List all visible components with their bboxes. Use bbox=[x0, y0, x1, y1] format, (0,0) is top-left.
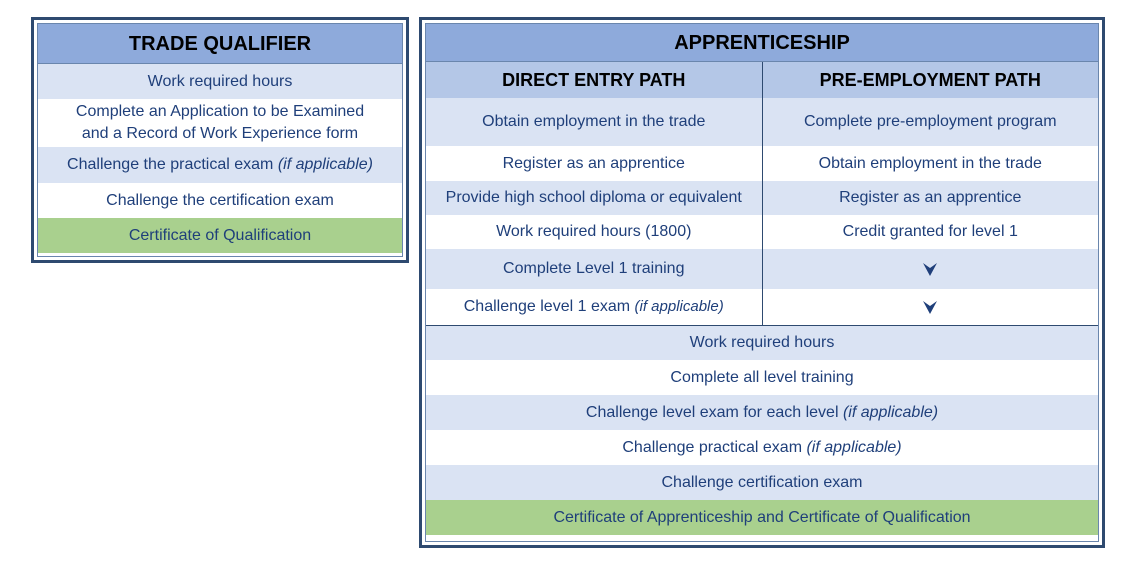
shared-row-2 bbox=[426, 360, 1098, 395]
shared-row-4-main: Challenge practical exam bbox=[622, 438, 807, 456]
trade-qualifier-table bbox=[37, 23, 403, 257]
pre-step-6-arrow bbox=[763, 289, 1099, 325]
pre-step-3: Register as an apprentice bbox=[839, 189, 1022, 206]
tq-step-3-main: Challenge the practical exam bbox=[67, 156, 278, 173]
shared-row-4-text bbox=[622, 437, 901, 459]
chevron-down-arrow-icon bbox=[921, 298, 939, 316]
trade-qualifier-title-text: TRADE QUALIFIER bbox=[128, 32, 312, 55]
pre-step-5-arrow bbox=[763, 249, 1099, 289]
tq-step-2-line-1: Complete an Application to be Examined bbox=[75, 103, 365, 120]
direct-step-1: Obtain employment in the trade bbox=[426, 98, 763, 146]
pre-step-1: Complete pre-employment program bbox=[803, 113, 1057, 130]
shared-row-2-text: Complete all level training bbox=[670, 368, 854, 386]
direct-entry-path-header: DIRECT ENTRY PATH bbox=[426, 62, 763, 98]
paired-row-6 bbox=[426, 289, 1098, 325]
paired-row-1 bbox=[426, 98, 1098, 146]
direct-step-6 bbox=[426, 289, 763, 325]
paired-row-2 bbox=[426, 146, 1098, 181]
shared-row-1 bbox=[426, 325, 1098, 360]
apprenticeship-title-text: APPRENTICESHIP bbox=[674, 31, 850, 54]
shared-row-3 bbox=[426, 395, 1098, 430]
pre-step-4: Credit granted for level 1 bbox=[842, 223, 1018, 240]
tq-step-4-text: Challenge the certification exam bbox=[106, 191, 334, 209]
direct-step-2: Register as an apprentice bbox=[426, 146, 763, 181]
direct-step-6-italic: (if applicable) bbox=[634, 298, 724, 315]
tq-step-1 bbox=[38, 64, 402, 99]
tq-outcome-text: Certificate of Qualification bbox=[128, 226, 312, 244]
apprenticeship-panel bbox=[419, 17, 1105, 548]
chevron-down-arrow-icon bbox=[921, 260, 939, 278]
shared-row-3-italic: (if applicable) bbox=[842, 403, 939, 421]
path-header-row bbox=[426, 62, 1098, 98]
shared-row-5 bbox=[426, 465, 1098, 500]
tq-step-2-line-2: and a Record of Work Experience form bbox=[81, 125, 359, 142]
direct-step-4: Work required hours (1800) bbox=[426, 215, 763, 249]
paired-row-3 bbox=[426, 181, 1098, 215]
direct-step-3: Provide high school diploma or equivalent bbox=[426, 181, 763, 215]
direct-step-6-main: Challenge level 1 exam bbox=[463, 298, 635, 315]
pre-employment-path-header: PRE-EMPLOYMENT PATH bbox=[819, 70, 1041, 90]
shared-row-4-italic: (if applicable) bbox=[806, 438, 902, 456]
direct-step-5: Complete Level 1 training bbox=[426, 249, 763, 289]
tq-outcome bbox=[38, 218, 402, 253]
tq-step-2 bbox=[38, 99, 402, 147]
paired-row-5 bbox=[426, 249, 1098, 289]
shared-row-4 bbox=[426, 430, 1098, 465]
apprenticeship-table bbox=[425, 23, 1099, 542]
tq-step-3-text bbox=[67, 154, 373, 176]
tq-step-3-italic: (if applicable) bbox=[277, 156, 373, 173]
trade-qualifier-panel bbox=[31, 17, 409, 263]
shared-row-1-text: Work required hours bbox=[689, 334, 835, 351]
shared-row-3-main: Challenge level exam for each level bbox=[585, 403, 843, 421]
pre-step-2: Obtain employment in the trade bbox=[818, 154, 1042, 172]
paired-row-4 bbox=[426, 215, 1098, 249]
apprenticeship-outcome bbox=[426, 500, 1098, 535]
shared-row-5-text: Challenge certification exam bbox=[661, 473, 863, 491]
tq-step-4 bbox=[38, 183, 402, 218]
apprenticeship-outcome-text: Certificate of Apprenticeship and Certificate of Qualification bbox=[553, 508, 971, 526]
apprenticeship-title bbox=[426, 24, 1098, 62]
tq-step-3 bbox=[38, 147, 402, 183]
tq-step-1-text: Work required hours bbox=[147, 72, 293, 90]
shared-row-3-text bbox=[586, 402, 938, 424]
trade-qualifier-title bbox=[38, 24, 402, 64]
